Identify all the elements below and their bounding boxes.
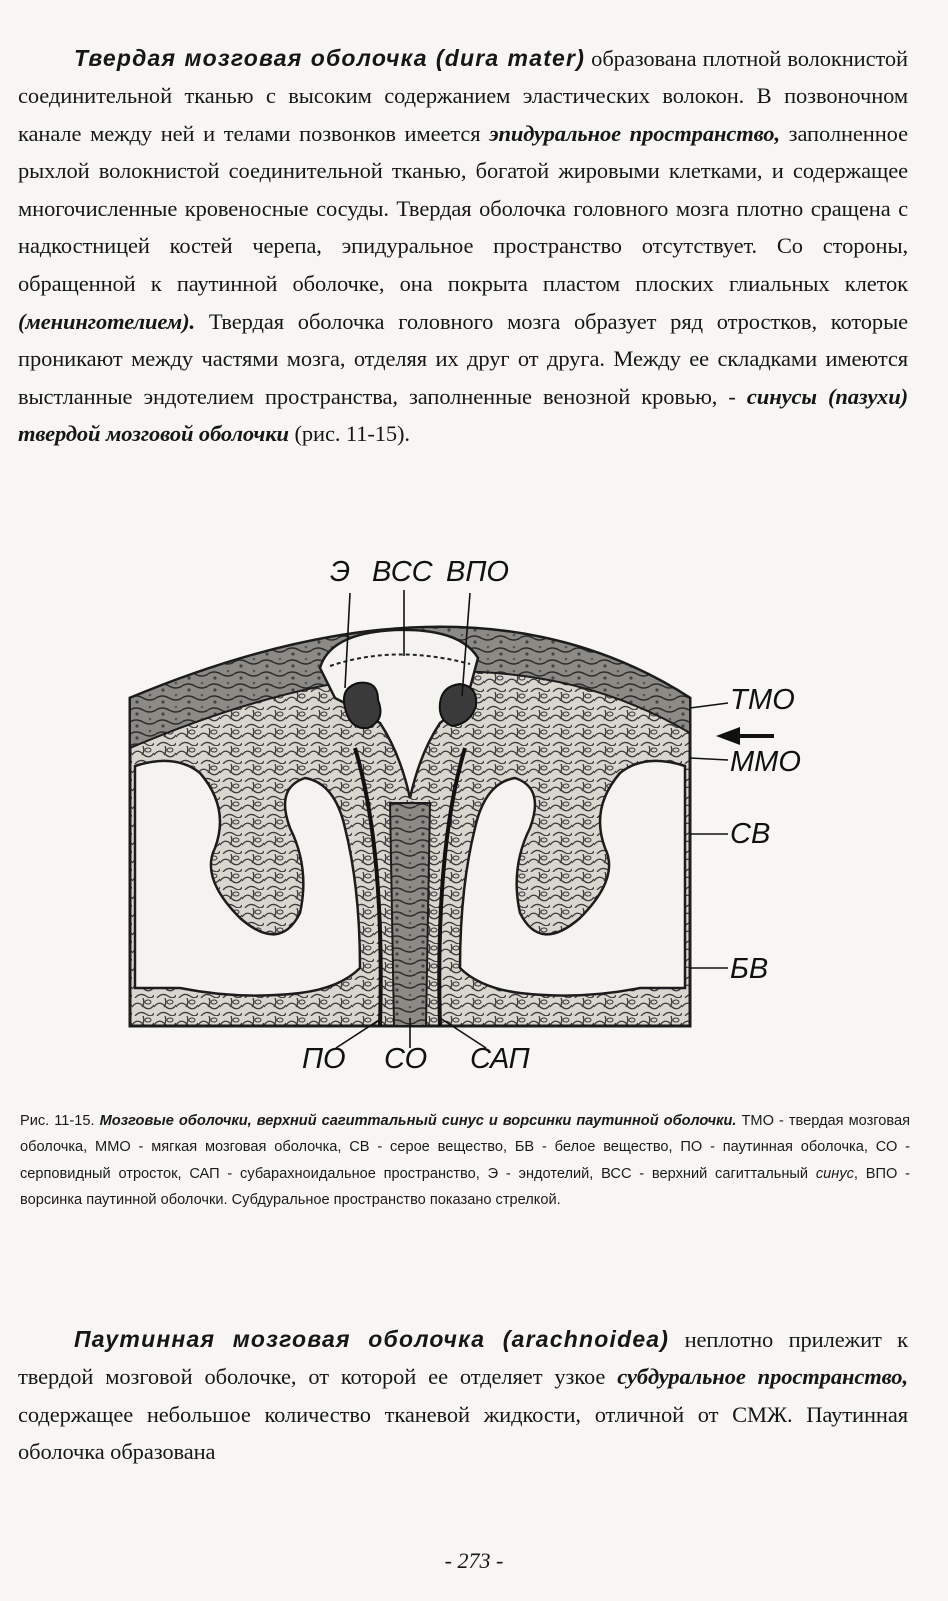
label-dura-mater: ТМО [730,684,795,716]
meninges-illustration [0,548,948,1088]
term-meningothelium: (менинготелием). [18,308,195,334]
text-span: содержащее небольшое количество тканевой жидкости, отличной от СМЖ. Паутинная оболочка образована [18,1401,908,1465]
label-falx: СО [384,1043,428,1075]
leader-line [690,758,728,760]
text-span: синус [815,1165,854,1182]
subdural-arrow [716,727,774,745]
paragraph-dura-mater [18,40,908,454]
text-span: заполненное рыхлой волокнистой соединительной тканью, богатой жировыми клетками, и содержащее многочисленные кровеносные сосуды. Твердая оболочка головного мозга плотно сращена с надкостницей костей черепа, эпидуральное пространство отсутствует. Со стороны, обращенной к паутинной оболочке, она покрыта пластом плоских глиальных клеток [18,120,908,297]
term-epidural-space: эпидуральное пространство, [489,120,780,146]
label-white-matter: БВ [730,953,769,985]
text-span: ТМО - твердая мозговая оболочка, ММО - мягкая мозговая оболочка, СВ - серое вещество, БВ - белое вещество, ПО - паутинная оболочка, СО - серповидный отросток, САП - субарахноидальное пространство, Э - эндотелий, ВСС - верхний сагиттальный [20,1112,911,1182]
heading-arachnoid: Паутинная мозговая оболочка (arachnoidea) [74,1325,670,1352]
figure-caption [20,1108,910,1214]
label-gray-matter: СВ [730,818,771,850]
text-span: неплотно прилежит к твердой мозговой оболочке, от которой ее отделяет узкое [18,1326,908,1390]
heading-dura-mater: Твердая мозговая оболочка (dura mater) [74,44,586,71]
paragraph-arachnoid [18,1321,908,1471]
label-arachnoid-villus: ВПО [446,556,509,588]
term-subdural-space: субдуральное пространство, [617,1364,908,1390]
label-subarachnoid-space: САП [470,1043,530,1075]
falx-cerebri [390,803,430,1026]
label-endothelium: Э [330,556,351,588]
figure-title: Мозговые оболочки, верхний сагиттальный синус и ворсинки паутинной оболочки. [99,1112,737,1129]
label-pia-mater: ММО [730,746,801,778]
figure-meninges [0,548,948,1088]
figure-number: Рис. 11-15. [20,1112,100,1129]
text-span: Твердая оболочка головного мозга образует ряд отростков, которые проникают между частями мозга, отделяя их друг от друга. Между ее складками имеются выстланные эндотелием пространства, заполненные венозной кровью, - [18,308,908,409]
term-dural-sinuses: синусы (пазухи) твердой мозговой оболочки [18,383,908,447]
label-arachnoid: ПО [302,1043,346,1075]
page-number: - 273 - [444,1548,504,1573]
leader-line [690,703,728,708]
text-span: , ВПО - ворсинка паутинной оболочки. Субдуральное пространство показано стрелкой. [20,1165,910,1209]
label-superior-sagittal-sinus: ВСС [372,556,433,588]
text-span: образована плотной волокнистой соединительной тканью с высоким содержанием эластических волокон. В позвоночном канале между ней и телами позвонков имеется [18,45,908,146]
text-span: (рис. 11-15). [288,421,410,447]
